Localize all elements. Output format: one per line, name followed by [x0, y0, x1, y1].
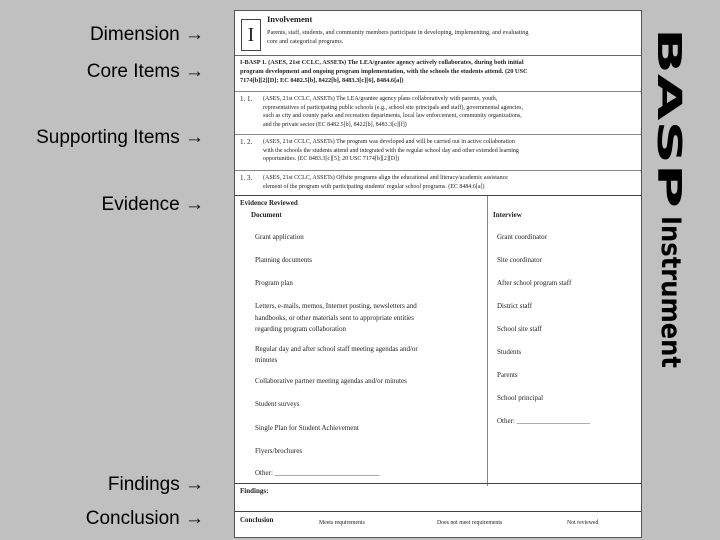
conclusion-section [235, 511, 641, 538]
supporting-item-text: opportunities. (EC 8483.3[c][5]; 20 USC 7174[b][2][D]) [263, 156, 400, 162]
dimension-description-1: Parents, staff, students, and community members participate in developing, implementing, and evaluating [267, 29, 529, 36]
supporting-item-number: 1. 3. [240, 174, 253, 182]
interview-item: District staff [497, 302, 533, 310]
interview-item: After school program staff [497, 279, 572, 287]
arrow-icon: → [185, 474, 204, 495]
evidence-section [235, 195, 641, 486]
document-item: Single Plan for Student Achievement [255, 424, 359, 432]
core-item-line-2: program development and ongoing program implementation, with the schools the students attend. (20 USC [240, 68, 528, 75]
dimension-title: Involvement [267, 14, 313, 24]
core-item-line-3: 7174[b][2][D]; EC 8482.5[b], 8422[b], 8483.3[c][6], 8484.6[a]) [240, 77, 404, 84]
conclusion-option-does-not-meet: Does not meet requirements [437, 520, 503, 526]
core-item-line-1: I-BASP 1. (ASES, 21st CCLC, ASSETs) The LEA/grantee agency actively collaborates, during both initial [240, 59, 524, 66]
supporting-item-text: representatives of participating public schools (e.g., school site principals and staff), governmental agencies, [263, 104, 523, 111]
interview-item: School site staff [497, 325, 542, 333]
conclusion-option-meets: Meets requirements [319, 520, 365, 526]
document-item: Planning documents [255, 256, 312, 264]
interview-item: Parents [497, 371, 518, 379]
document-item: Collaborative partner meeting agendas and/or minutes [255, 377, 407, 385]
document-item: Flyers/brochures [255, 447, 303, 455]
supporting-item-text: element of the program with participating students' regular school programs. (EC 8484.6[a]) [263, 183, 485, 190]
findings-section [235, 483, 641, 512]
document-item: handbooks, or other materials sent to appropriate entities [255, 314, 415, 322]
interview-item: Students [497, 348, 522, 356]
label-evidence: Evidence → [101, 194, 204, 215]
arrow-icon: → [185, 194, 204, 215]
arrow-icon: → [185, 127, 204, 148]
label-findings: Findings → [107, 474, 204, 495]
instrument-subtitle: Instrument [655, 216, 686, 373]
dimension-section [235, 11, 641, 56]
arrow-icon: → [185, 508, 204, 529]
document-heading: Document [251, 211, 282, 219]
document-item: Student surveys [255, 400, 300, 408]
supporting-item-text: and the private sector (EC 8482.5[b], 8422[b], 8483.3[c][f]) [263, 121, 407, 128]
interview-item: Site coordinator [497, 256, 542, 264]
document-item: minutes [255, 356, 278, 364]
instrument-form [234, 10, 642, 538]
interview-other: Other: _____________________ [497, 417, 591, 425]
document-item: Regular day and after school staff meeting agendas and/or [255, 345, 418, 353]
evidence-heading: Evidence Reviewed [240, 199, 298, 207]
label-dimension: Dimension → [89, 24, 204, 45]
interview-heading: Interview [493, 211, 522, 219]
supporting-item-text: with the schools the students attend and integrated with the regular school day and other extended learning [263, 147, 519, 154]
document-item: Letters, e-mails, memos, Internet posting, newsletters and [255, 302, 417, 310]
supporting-item-text: (ASES, 21st CCLC, ASSETs) The program was developed and will be carried out in active collaboration [263, 139, 515, 145]
document-item: Program plan [255, 279, 293, 287]
label-supporting-items: Supporting Items → [36, 127, 204, 148]
document-item: Grant application [255, 233, 304, 241]
conclusion-option-not-reviewed: Not reviewed [567, 520, 599, 526]
supporting-item-number: 1. 1. [240, 95, 253, 103]
dimension-letter-box: I [241, 19, 261, 51]
arrow-icon: → [185, 61, 204, 82]
supporting-item-text: (ASES, 21st CCLC, ASSETs) The LEA/grantee agency plans collaboratively with parents, youth, [263, 96, 498, 102]
conclusion-label: Conclusion [240, 516, 274, 524]
interview-item: Grant coordinator [497, 233, 547, 241]
supporting-item-text: (ASES, 21st CCLC, ASSETs) Offsite programs align the educational and literacy/academic assistance [263, 175, 508, 181]
supporting-item-3 [235, 170, 641, 197]
supporting-item-number: 1. 2. [240, 138, 253, 146]
supporting-item-text: such as city and county parks and recreation departments, local law enforcement, community organizations, [263, 113, 522, 119]
supporting-item-2 [235, 134, 641, 169]
basp-instrument-title [650, 28, 690, 373]
dimension-description-2: core and categorical programs. [267, 38, 344, 45]
arrow-icon: → [185, 24, 204, 45]
document-item: regarding program collaboration [255, 325, 346, 333]
document-other: Other: ______________________________ [255, 469, 380, 477]
label-conclusion: Conclusion → [85, 508, 204, 529]
basp-title: BASP [650, 28, 689, 127]
label-core-items: Core Items → [86, 61, 204, 82]
interview-item: School principal [497, 394, 544, 402]
supporting-item-1 [235, 91, 641, 134]
findings-label: Findings: [240, 487, 269, 495]
column-divider [487, 196, 488, 486]
